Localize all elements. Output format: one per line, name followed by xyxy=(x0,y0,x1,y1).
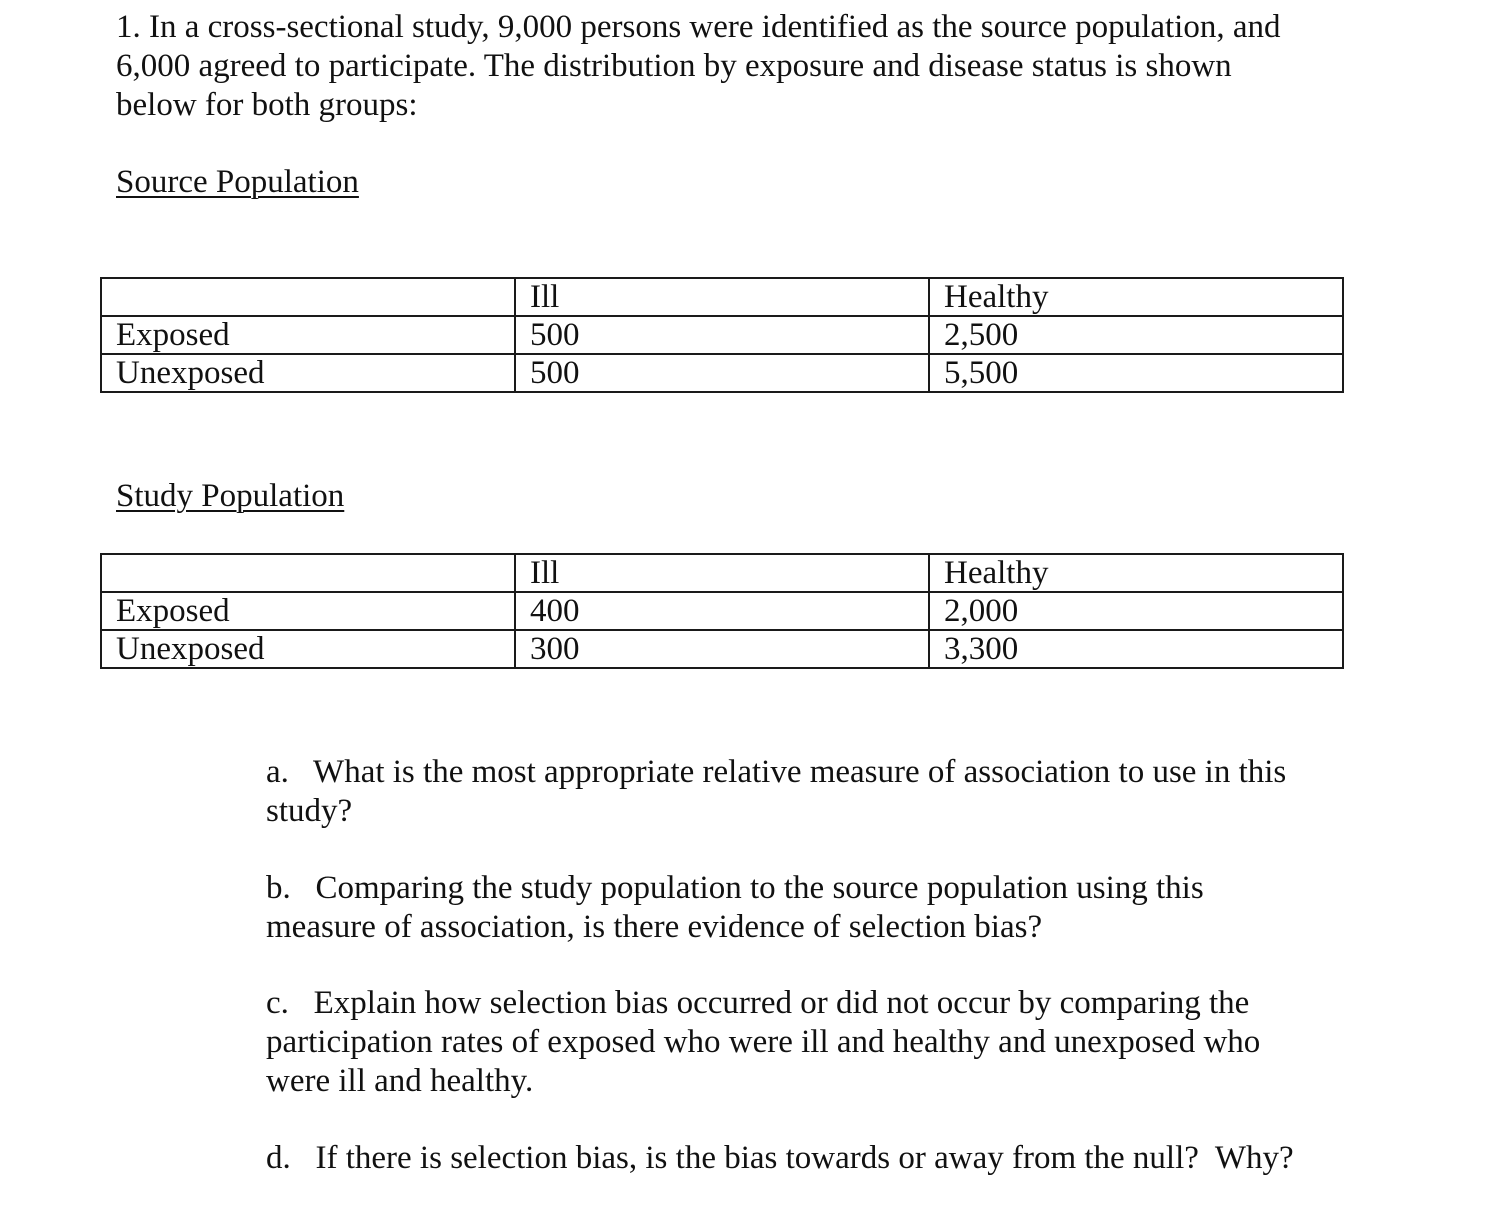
table-cell: 300 xyxy=(515,630,929,668)
table-cell xyxy=(101,554,515,592)
table-cell: Ill xyxy=(515,278,929,316)
table-row xyxy=(101,630,1343,668)
source-population-heading: Source Population xyxy=(116,164,359,200)
table-row xyxy=(101,592,1343,630)
table-cell: Ill xyxy=(515,554,929,592)
table-cell: 3,300 xyxy=(929,630,1343,668)
question-line: study? xyxy=(266,793,353,829)
table-cell: Healthy xyxy=(929,554,1343,592)
intro-line: below for both groups: xyxy=(116,87,418,123)
table-cell: Exposed xyxy=(101,316,515,354)
question-line: b. Comparing the study population to the source population using this xyxy=(266,870,1204,906)
table-cell: 2,500 xyxy=(929,316,1343,354)
question-line: participation rates of exposed who were ill and healthy and unexposed who xyxy=(266,1024,1261,1060)
intro-line: 6,000 agreed to participate. The distribution by exposure and disease status is shown xyxy=(116,48,1232,84)
question-c xyxy=(266,984,1346,1101)
study-population-heading: Study Population xyxy=(116,478,345,514)
table-cell: Exposed xyxy=(101,592,515,630)
table-cell: Unexposed xyxy=(101,630,515,668)
study-population-table xyxy=(100,553,1344,669)
table-row xyxy=(101,354,1343,392)
table-cell: Unexposed xyxy=(101,354,515,392)
table-cell: Healthy xyxy=(929,278,1343,316)
question-line: a. What is the most appropriate relative measure of association to use in this xyxy=(266,754,1287,790)
table-cell: 5,500 xyxy=(929,354,1343,392)
table-header-row xyxy=(101,278,1343,316)
question-line: d. If there is selection bias, is the bias towards or away from the null? Why? xyxy=(266,1140,1294,1176)
table-cell: 400 xyxy=(515,592,929,630)
question-a xyxy=(266,753,1346,831)
table-cell: 500 xyxy=(515,316,929,354)
intro-line: 1. In a cross-sectional study, 9,000 persons were identified as the source population, and xyxy=(116,9,1281,45)
table-row xyxy=(101,316,1343,354)
table-cell: 500 xyxy=(515,354,929,392)
table-cell: 2,000 xyxy=(929,592,1343,630)
table-header-row xyxy=(101,554,1343,592)
question-line: measure of association, is there evidence of selection bias? xyxy=(266,909,1043,945)
source-population-table xyxy=(100,277,1344,393)
question-d xyxy=(266,1139,1346,1178)
intro-paragraph xyxy=(116,8,1346,125)
question-b xyxy=(266,869,1346,947)
question-line: were ill and healthy. xyxy=(266,1063,534,1099)
question-line: c. Explain how selection bias occurred or did not occur by comparing the xyxy=(266,985,1250,1021)
table-cell xyxy=(101,278,515,316)
